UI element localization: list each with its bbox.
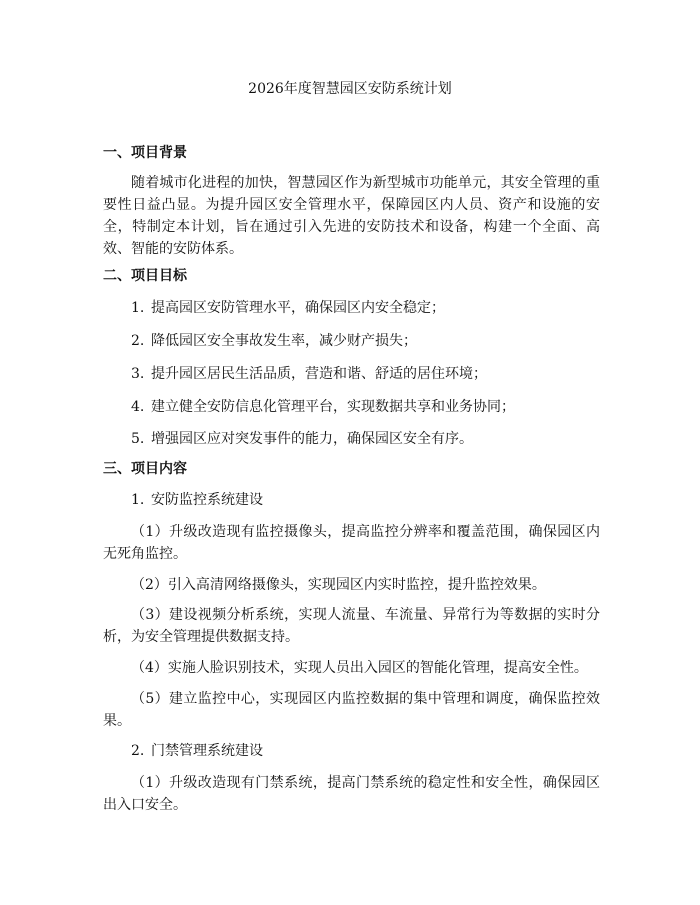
goal-number: 4. — [131, 399, 145, 415]
goal-item — [131, 429, 473, 449]
goal-text: 提高园区安防管理水平，确保园区内安全稳定； — [151, 300, 445, 316]
subsection-number: 1. — [131, 492, 145, 508]
subsection-title — [131, 490, 263, 510]
monitoring-point: （2）引入高清网络摄像头，实现园区内实时监控，提升监控效果。 — [131, 577, 546, 593]
section-heading-background: 一、项目背景 — [103, 145, 187, 161]
goal-item — [131, 298, 445, 318]
monitoring-point: （1）升级改造现有监控摄像头，提高监控分辨率和覆盖范围，确保园区内无死角监控。 — [103, 524, 600, 562]
document-title: 2026年度智慧园区安防系统计划 — [248, 81, 452, 97]
goal-item — [131, 331, 417, 351]
monitoring-point: （4）实施人脸识别技术，实现人员出入园区的智能化管理，提高安全性。 — [131, 660, 588, 676]
subsection-number: 2. — [131, 743, 145, 759]
goal-number: 1. — [131, 300, 145, 316]
goal-text: 提升园区居民生活品质，营造和谐、舒适的居住环境； — [151, 366, 487, 382]
monitoring-point: （5）建立监控中心，实现园区内监控数据的集中管理和调度，确保监控效果。 — [103, 691, 600, 729]
goal-text: 建立健全安防信息化管理平台，实现数据共享和业务协同； — [151, 399, 515, 415]
section-heading-goals: 二、项目目标 — [103, 268, 187, 284]
monitoring-point: （3）建设视频分析系统，实现人流量、车流量、异常行为等数据的实时分析，为安全管理提供数据支持。 — [103, 607, 600, 645]
goal-number: 5. — [131, 431, 145, 447]
goal-text: 降低园区安全事故发生率，减少财产损失； — [151, 333, 417, 349]
goal-number: 2. — [131, 333, 145, 349]
subsection-title-text: 安防监控系统建设 — [151, 492, 263, 508]
goal-number: 3. — [131, 366, 145, 382]
section-heading-content: 三、项目内容 — [103, 461, 187, 477]
subsection-title — [131, 741, 263, 761]
goal-item — [131, 364, 487, 384]
subsection-title-text: 门禁管理系统建设 — [151, 743, 263, 759]
access-control-point: （1）升级改造现有门禁系统，提高门禁系统的稳定性和安全性，确保园区出入口安全。 — [103, 775, 600, 813]
goal-item — [131, 397, 515, 417]
goal-text: 增强园区应对突发事件的能力，确保园区安全有序。 — [151, 431, 473, 447]
background-paragraph: 随着城市化进程的加快，智慧园区作为新型城市功能单元，其安全管理的重要性日益凸显。为提升园区安全管理水平，保障园区内人员、资产和设施的安全，特制定本计划，旨在通过引入先进的安防技术和设备，构建一个全面、高效、智能的安防体系。 — [103, 175, 600, 257]
